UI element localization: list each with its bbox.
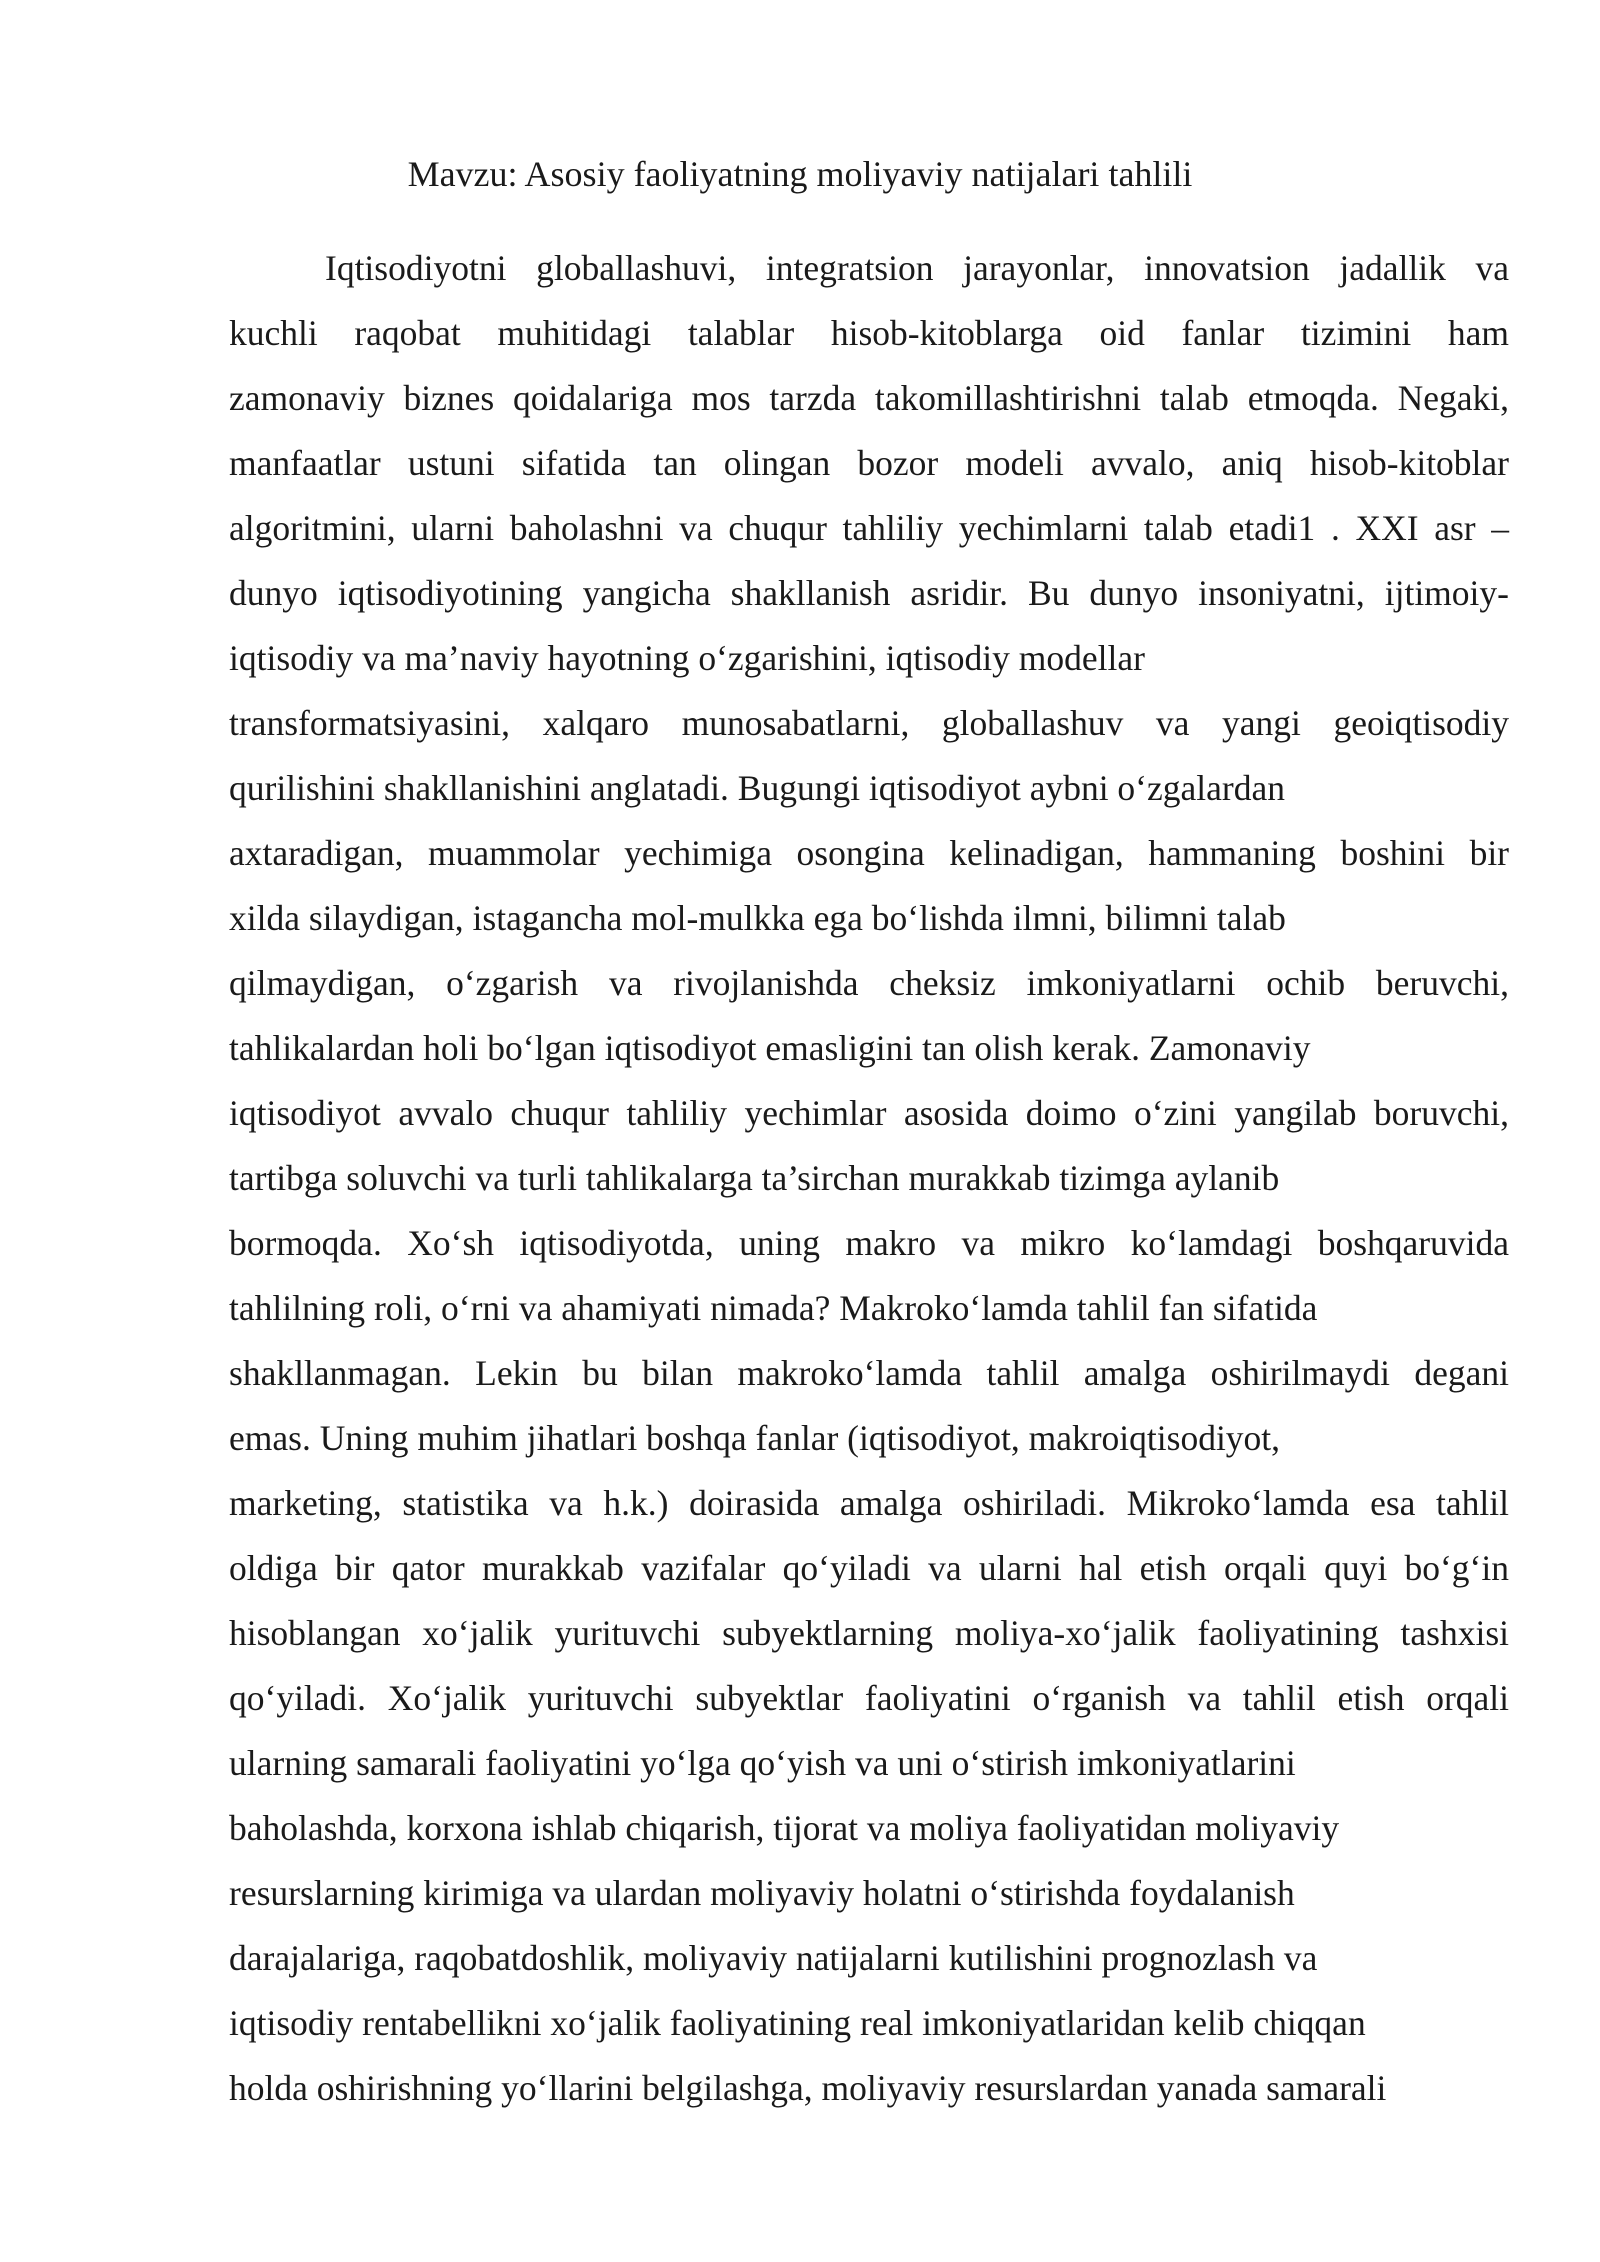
text-line: qilmaydigan, oʻzgarish va rivojlanishda cheksiz imkoniyatlarni ochib beruvchi, xyxy=(229,963,1509,1003)
text-line: holda oshirishning yoʻllarini belgilashga, moliyaviy resurslardan yanada samarali xyxy=(229,2068,1387,2108)
text-line: tahlilning roli, oʻrni va ahamiyati nimada? Makrokoʻlamda tahlil fan sifatida xyxy=(229,1288,1318,1328)
text-line: bormoqda. Xoʻsh iqtisodiyotda, uning makro va mikro koʻlamdagi boshqaruvida xyxy=(229,1223,1509,1263)
text-line: oldiga bir qator murakkab vazifalar qoʻyiladi va ularni hal etish orqali quyi boʻgʻin xyxy=(229,1548,1509,1588)
text-line: emas. Uning muhim jihatlari boshqa fanlar (iqtisodiyot, makroiqtisodiyot, xyxy=(229,1418,1281,1458)
text-line: algoritmini, ularni baholashni va chuqur tahliliy yechimlarni talab etadi1 . XXI asr – xyxy=(229,508,1509,548)
text-line: qoʻyiladi. Xoʻjalik yurituvchi subyektlar faoliyatini oʻrganish va tahlil etish orqali xyxy=(229,1678,1509,1718)
text-line: axtaradigan, muammolar yechimiga osongina kelinadigan, hammaning boshini bir xyxy=(229,833,1509,873)
text-line: transformatsiyasini, xalqaro munosabatlarni, globallashuv va yangi geoiqtisodiy xyxy=(229,703,1509,743)
text-line: hisoblangan xoʻjalik yurituvchi subyektlarning moliya-xoʻjalik faoliyatining tashxisi xyxy=(229,1613,1509,1653)
text-line: qurilishini shakllanishini anglatadi. Bugungi iqtisodiyot aybni oʻzgalardan xyxy=(229,768,1285,808)
text-line: resurslarning kirimiga va ulardan moliyaviy holatni oʻstirishda foydalanish xyxy=(229,1873,1295,1913)
text-line: xilda silaydigan, istagancha mol-mulkka ega boʻlishda ilmni, bilimni talab xyxy=(229,898,1286,938)
text-line: darajalariga, raqobatdoshlik, moliyaviy natijalarni kutilishini prognozlash va xyxy=(229,1938,1318,1978)
text-line: Iqtisodiyotni globallashuvi, integratsion jarayonlar, innovatsion jadallik va xyxy=(325,248,1509,288)
text-line: tahlikalardan holi boʻlgan iqtisodiyot emasligini tan olish kerak. Zamonaviy xyxy=(229,1028,1311,1068)
text-line: shakllanmagan. Lekin bu bilan makrokoʻlamda tahlil amalga oshirilmaydi degani xyxy=(229,1353,1509,1393)
text-line: iqtisodiy rentabellikni xoʻjalik faoliyatining real imkoniyatlaridan kelib chiqqan xyxy=(229,2003,1366,2043)
page-title: Mavzu: Asosiy faoliyatning moliyaviy natijalari tahlili xyxy=(407,154,1193,194)
text-line: tartibga soluvchi va turli tahlikalarga ta’sirchan murakkab tizimga aylanib xyxy=(229,1158,1280,1198)
text-line: iqtisodiy va ma’naviy hayotning oʻzgarishini, iqtisodiy modellar xyxy=(229,638,1145,678)
text-line: zamonaviy biznes qoidalariga mos tarzda takomillashtirishni talab etmoqda. Negaki, xyxy=(229,378,1509,418)
text-line: ularning samarali faoliyatini yoʻlga qoʻyish va uni oʻstirish imkoniyatlarini xyxy=(229,1743,1296,1783)
text-line: kuchli raqobat muhitidagi talablar hisob-kitoblarga oid fanlar tizimini ham xyxy=(229,313,1509,353)
text-line: marketing, statistika va h.k.) doirasida amalga oshiriladi. Mikrokoʻlamda esa tahlil xyxy=(229,1483,1509,1523)
text-line: manfaatlar ustuni sifatida tan olingan bozor modeli avvalo, aniq hisob-kitoblar xyxy=(229,443,1509,483)
text-line: iqtisodiyot avvalo chuqur tahliliy yechimlar asosida doimo oʻzini yangilab boruvchi, xyxy=(229,1093,1509,1133)
body-paragraph xyxy=(229,236,1509,2121)
text-line: baholashda, korxona ishlab chiqarish, tijorat va moliya faoliyatidan moliyaviy xyxy=(229,1808,1340,1848)
text-line: dunyo iqtisodiyotining yangicha shakllanish asridir. Bu dunyo insoniyatni, ijtimoiy- xyxy=(229,573,1509,613)
